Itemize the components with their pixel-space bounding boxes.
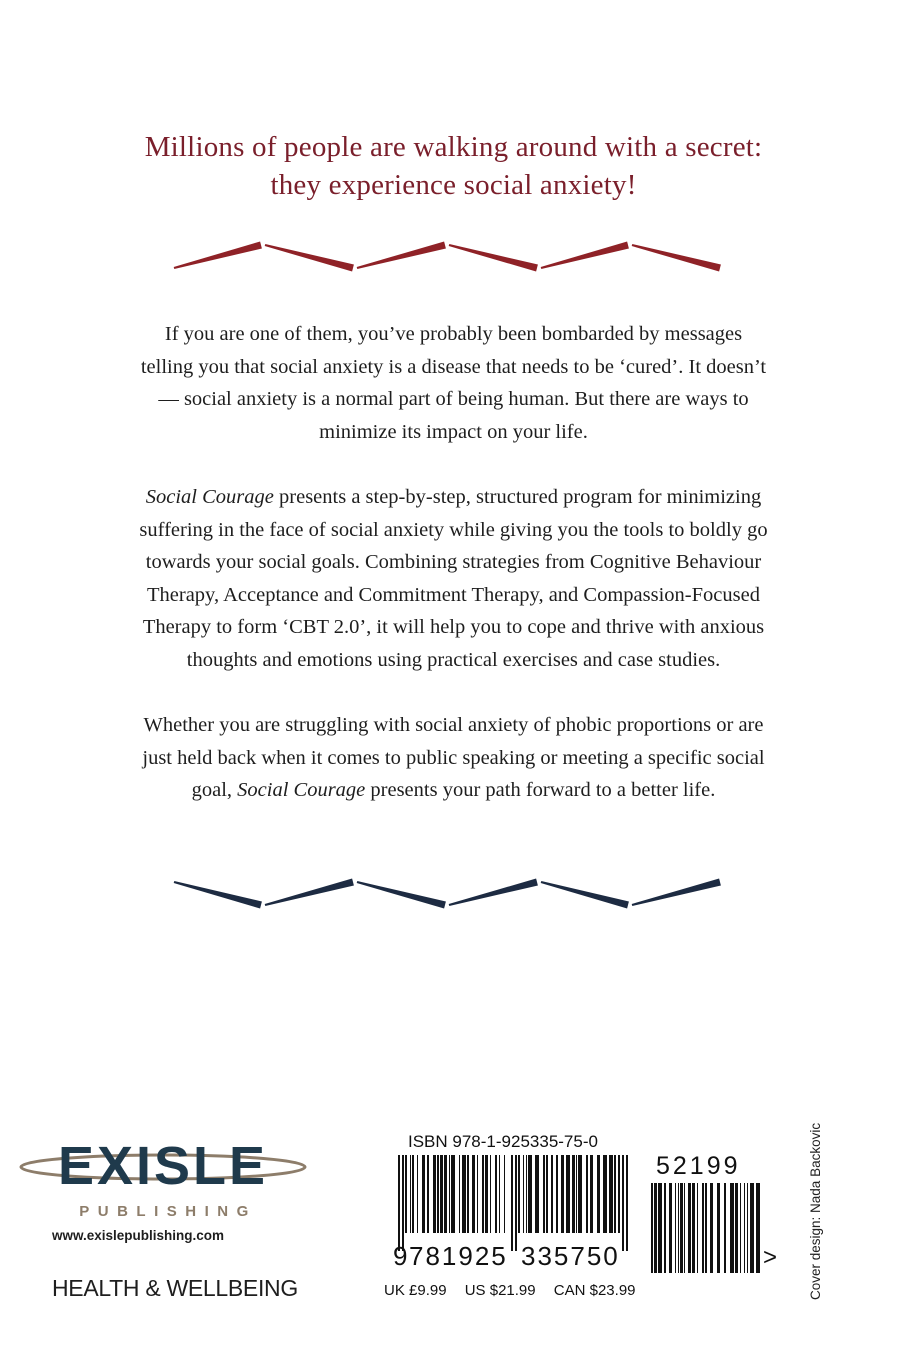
barcode-bar xyxy=(566,1155,570,1243)
barcode-bar xyxy=(710,1183,713,1273)
addon-bars xyxy=(651,1183,760,1273)
barcode-bar xyxy=(467,1155,469,1243)
barcode-bar xyxy=(422,1155,425,1243)
barcode-bar xyxy=(551,1155,553,1243)
isbn-text: ISBN 978-1-925335-75-0 xyxy=(408,1132,598,1151)
barcode-bar xyxy=(437,1155,439,1243)
paragraph-3-line: Whether you are struggling with social anxiety of phobic proportions or are xyxy=(143,714,764,736)
barcode-digits-left: 781925 xyxy=(409,1241,508,1271)
barcode-bar xyxy=(561,1155,564,1243)
barcode-bar xyxy=(705,1183,707,1273)
barcode-bar xyxy=(427,1155,429,1243)
barcode-bar xyxy=(744,1183,745,1273)
barcode-bar xyxy=(485,1155,488,1243)
barcode-bar xyxy=(735,1183,738,1273)
barcode-bar xyxy=(535,1155,539,1243)
publisher-website: www.exislepublishing.com xyxy=(52,1228,225,1243)
paragraph-1 xyxy=(70,318,837,448)
paragraph-1-line: If you are one of them, you’ve probably been bombarded by messages xyxy=(164,323,743,345)
barcode-bar xyxy=(724,1183,726,1273)
barcode-bar xyxy=(412,1155,414,1243)
barcode-bar xyxy=(546,1155,548,1243)
barcode-bar xyxy=(495,1155,497,1243)
barcode-bar xyxy=(680,1183,683,1273)
zigzag-stroke xyxy=(174,881,262,909)
paragraph-2-line xyxy=(70,481,837,514)
barcode-bar xyxy=(730,1183,734,1273)
logo-word: EXISLE xyxy=(57,1140,269,1196)
bottom-zigzag-divider xyxy=(160,870,740,920)
barcode-bar xyxy=(477,1155,478,1243)
barcode-digit-prefix: 9 xyxy=(393,1241,408,1271)
barcode-bar xyxy=(490,1155,491,1243)
barcode-bar xyxy=(518,1155,520,1243)
barcode-bar xyxy=(444,1155,447,1243)
price-us: US $21.99 xyxy=(464,1282,536,1299)
headline xyxy=(40,128,867,204)
barcode-bar xyxy=(462,1155,466,1243)
zigzag-stroke xyxy=(265,879,354,907)
barcode-bar xyxy=(482,1155,484,1243)
logo-subtitle: PUBLISHING xyxy=(79,1203,257,1220)
barcode-bar xyxy=(658,1183,662,1273)
barcode-bar xyxy=(756,1183,760,1273)
paragraph-2-line: Therapy to form ‘CBT 2.0’, it will help you to cope and thrive with anxious xyxy=(142,616,765,638)
barcode-bar xyxy=(669,1183,672,1273)
barcode-bar xyxy=(449,1155,450,1243)
price-can: CAN $23.99 xyxy=(553,1282,636,1299)
barcode-bar xyxy=(597,1155,600,1243)
exisle-publishing-logo xyxy=(18,1140,308,1220)
paragraph-3-line: just held back when it comes to public speaking or meeting a specific social xyxy=(142,746,765,769)
barcode-bar xyxy=(688,1183,691,1273)
cover-design-credit: Cover design: Nada Backovic xyxy=(808,1122,823,1300)
paragraph-1-line: — social anxiety is a normal part of being human. But there are ways to xyxy=(158,388,749,410)
prices xyxy=(384,1282,650,1299)
zigzag-stroke xyxy=(357,242,446,270)
barcode-bar xyxy=(578,1155,582,1243)
zigzag-stroke xyxy=(449,879,538,907)
barcode-bar xyxy=(586,1155,588,1243)
paragraph-2-line: suffering in the face of social anxiety while giving you the tools to boldly go xyxy=(139,518,768,541)
zigzag-stroke xyxy=(541,242,629,270)
barcode-bar xyxy=(747,1183,748,1273)
barcode-bar xyxy=(702,1183,704,1273)
barcode-addon-digits: 52199 xyxy=(656,1152,741,1180)
barcode-bar xyxy=(543,1155,545,1243)
barcode-bar xyxy=(614,1155,616,1243)
top-zigzag-divider xyxy=(160,233,740,283)
barcode-bar xyxy=(740,1183,741,1273)
paragraph-1-line: telling you that social anxiety is a disease that needs to be ‘cured’. It doesn’t xyxy=(140,355,767,378)
zigzag-stroke xyxy=(541,881,629,909)
zigzag-stroke xyxy=(265,244,354,272)
paragraph-1-line: minimize its impact on your life. xyxy=(319,420,588,443)
barcode-bar xyxy=(675,1183,676,1273)
barcode-bar xyxy=(526,1155,527,1243)
barcode-bar xyxy=(576,1155,577,1243)
barcode-bar xyxy=(433,1155,436,1243)
barcode-digits-right: 335750 xyxy=(521,1241,620,1271)
barcode-bar xyxy=(618,1155,620,1243)
barcode-bar xyxy=(523,1155,524,1243)
barcode-bar xyxy=(651,1183,653,1273)
barcode-arrow: > xyxy=(763,1244,778,1271)
barcode-bar xyxy=(697,1183,698,1273)
barcode-bar xyxy=(472,1155,475,1243)
barcode-bar xyxy=(684,1183,685,1273)
paragraph-2-line: Therapy, Acceptance and Commitment Therapy, and Compassion-Focused xyxy=(147,583,760,606)
barcode-bar xyxy=(692,1183,695,1273)
paragraph-3 xyxy=(70,709,837,807)
book-title: Social Courage xyxy=(145,486,274,508)
barcode-bar xyxy=(417,1155,418,1243)
barcode-bar xyxy=(405,1155,407,1243)
headline-line-2: they experience social anxiety! xyxy=(270,169,637,201)
barcode-bar xyxy=(499,1155,500,1243)
barcode-bar xyxy=(678,1183,679,1273)
barcode-bar xyxy=(572,1155,575,1243)
isbn-barcode xyxy=(393,1155,793,1273)
barcode-bar xyxy=(590,1155,593,1243)
barcode-bar xyxy=(459,1155,460,1243)
barcode-bar xyxy=(528,1155,532,1243)
barcode-bar xyxy=(717,1183,720,1273)
paragraph-2-line: towards your social goals. Combining strategies from Cognitive Behaviour xyxy=(145,551,762,573)
paragraph-2 xyxy=(70,481,837,676)
barcode-bar xyxy=(440,1155,443,1243)
barcode-bar xyxy=(664,1183,666,1273)
barcode-bar xyxy=(556,1155,558,1243)
headline-line-1: Millions of people are walking around with a secret: xyxy=(144,131,763,163)
barcode-bar xyxy=(654,1183,657,1273)
book-title: Social Courage xyxy=(237,779,366,801)
barcode-bar xyxy=(504,1155,505,1243)
barcode-bar xyxy=(609,1155,613,1243)
paragraph-2-line-rest: presents a step-by-step, structured program for minimizing xyxy=(273,486,762,508)
zigzag-stroke xyxy=(449,244,538,272)
book-category: HEALTH & WELLBEING xyxy=(52,1275,298,1301)
zigzag-stroke xyxy=(357,881,446,909)
zigzag-stroke xyxy=(632,879,721,907)
barcode-bar xyxy=(451,1155,455,1243)
paragraph-2-line: thoughts and emotions using practical exercises and case studies. xyxy=(186,648,721,671)
barcode-bar xyxy=(410,1155,411,1243)
price-uk: UK £9.99 xyxy=(384,1282,447,1299)
zigzag-stroke xyxy=(174,242,262,270)
paragraph-3-line: goal, Social Courage presents your path forward to a better life. xyxy=(191,779,716,801)
barcode-bar xyxy=(750,1183,754,1273)
zigzag-stroke xyxy=(632,244,721,272)
barcode-bar xyxy=(603,1155,607,1243)
